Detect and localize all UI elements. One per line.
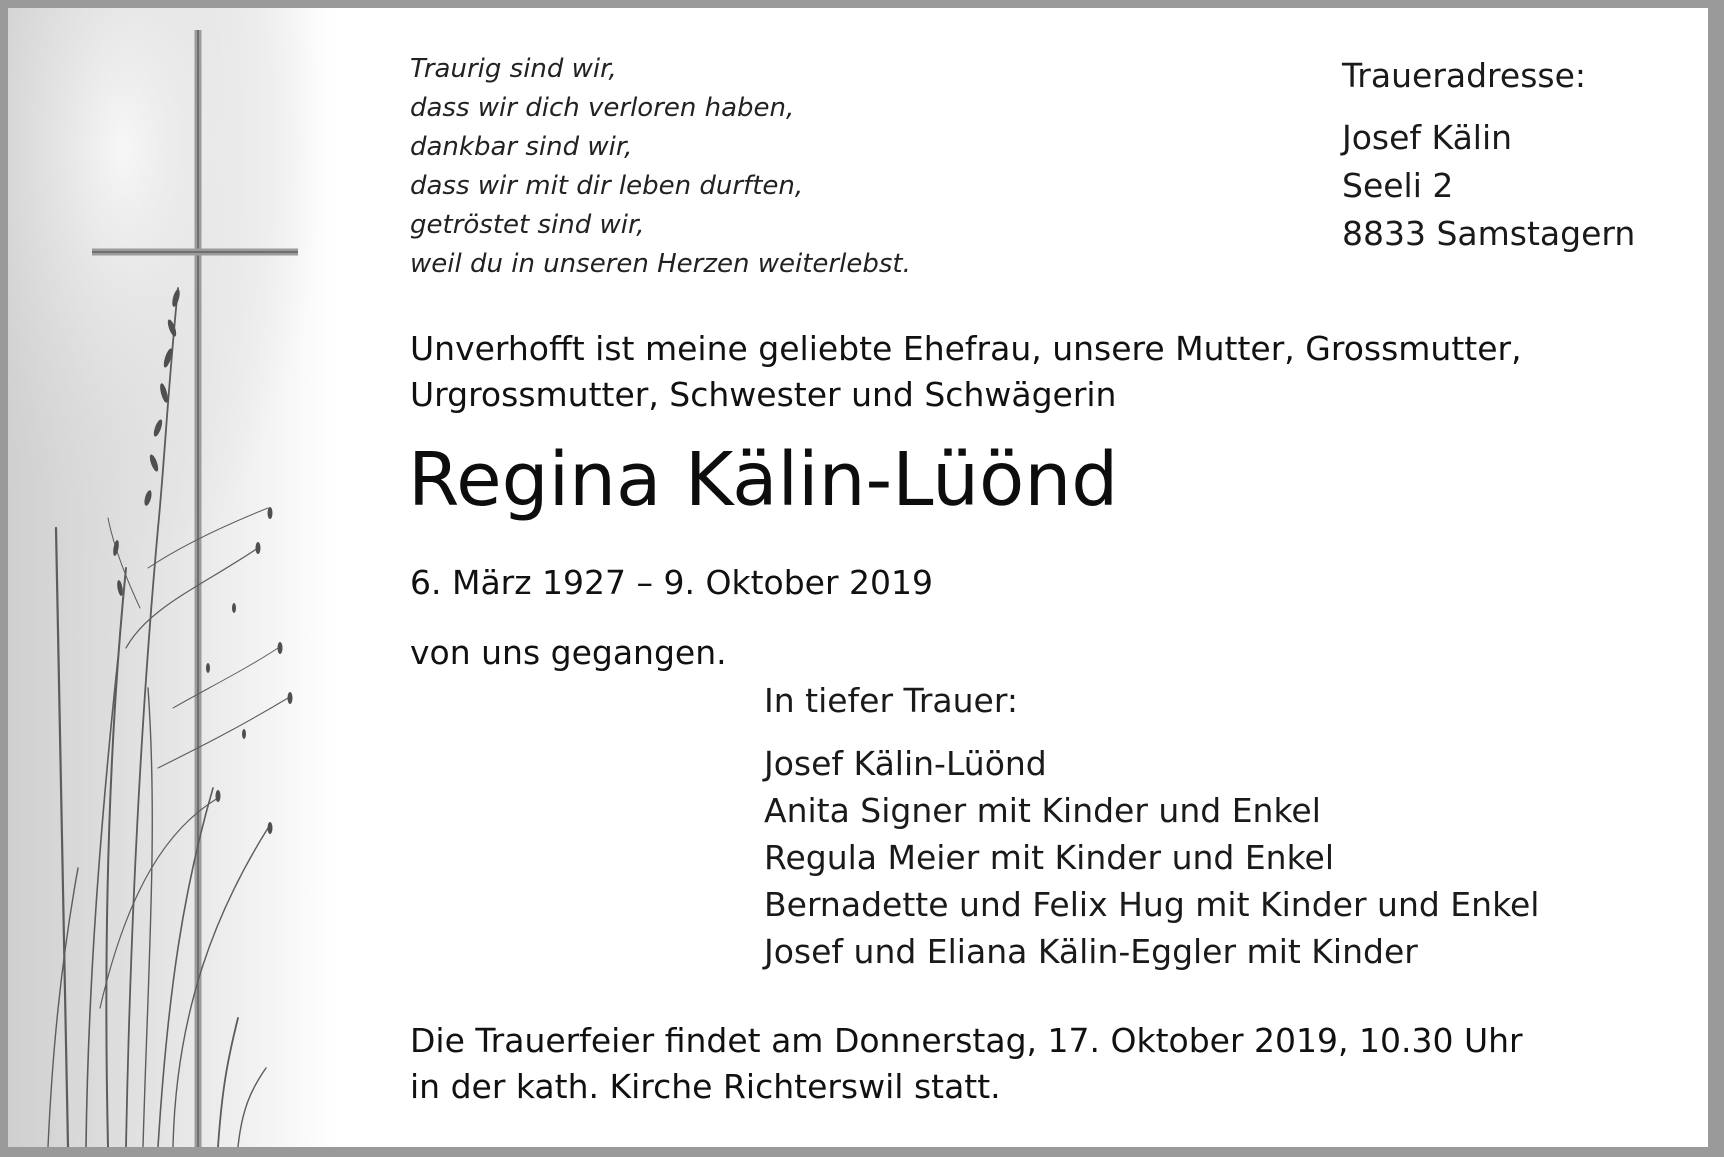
mourner-entry: Bernadette und Felix Hug mit Kinder und Enkel [764,885,1540,924]
address-heading: Traueradresse: [1342,56,1587,95]
poem-line: getröstet sind wir, [410,210,645,240]
poem-line: Traurig sind wir, [410,54,617,84]
service-line: Die Trauerfeier findet am Donnerstag, 17. Oktober 2019, 10.30 Uhr [410,1021,1523,1060]
mourning-address [1342,52,1635,258]
mourner-entry: Josef Kälin-Lüönd [764,744,1047,783]
service-line: in der kath. Kirche Richterswil statt. [410,1067,1001,1106]
mourner-entry: Regula Meier mit Kinder und Enkel [764,838,1335,877]
intro-line: Unverhofft ist meine geliebte Ehefrau, unsere Mutter, Grossmutter, [410,329,1522,368]
address-line: Seeli 2 [1342,166,1454,205]
passed-away-text: von uns gegangen. [410,633,727,672]
mourner-entry: Anita Signer mit Kinder und Enkel [764,791,1321,830]
address-line: Josef Kälin [1342,118,1513,157]
poem-line: dankbar sind wir, [410,132,633,162]
cross-and-grass-illustration [8,8,338,1147]
address-line: 8833 Samstagern [1342,214,1636,253]
life-dates: 6. März 1927 – 9. Oktober 2019 [410,563,933,602]
mourners-heading: In tiefer Trauer: [764,681,1018,720]
mourners-list [764,678,1539,975]
poem-line: dass wir mit dir leben durften, [410,171,804,201]
intro-line: Urgrossmutter, Schwester und Schwägerin [410,375,1117,414]
obituary-notice [8,8,1708,1147]
poem [410,50,911,284]
mourner-entry: Josef und Eliana Kälin-Eggler mit Kinder [764,932,1418,971]
poem-line: weil du in unseren Herzen weiterlebst. [410,249,911,279]
funeral-service-info [410,1018,1523,1110]
deceased-name: Regina Kälin-Lüönd [408,437,1119,523]
poem-line: dass wir dich verloren haben, [410,93,795,123]
intro-text [410,326,1522,418]
